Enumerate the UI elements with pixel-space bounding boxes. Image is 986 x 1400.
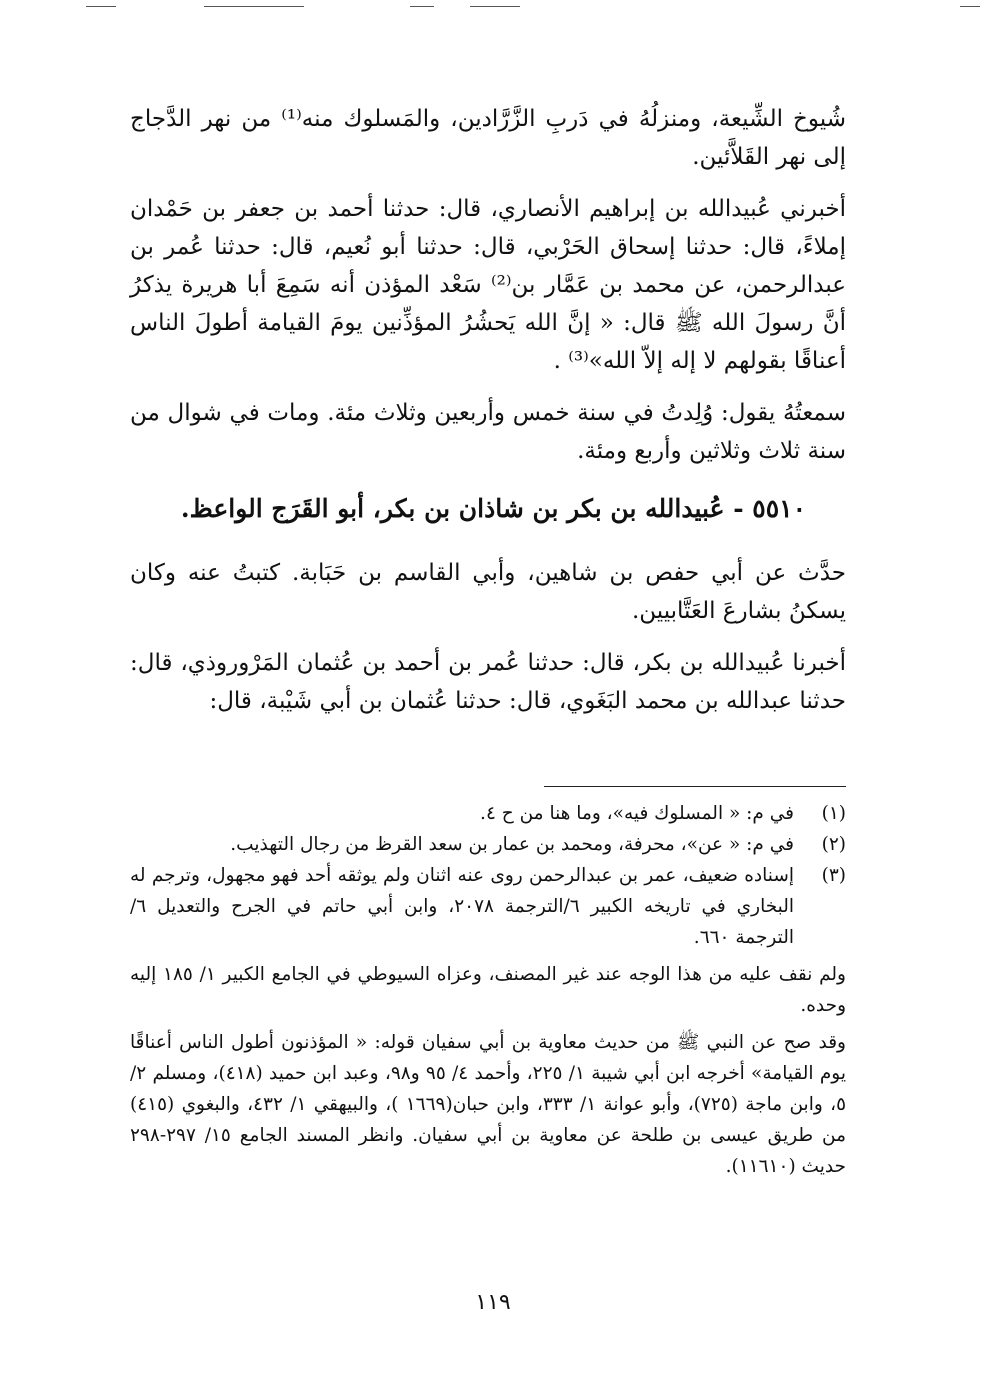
footnotes — [130, 798, 846, 1182]
footnote-3-continuation: وقد صح عن النبي ﷺ من حديث معاوية بن أبي سفيان قوله: « المؤذنون أطول الناس أعناقًا يوم القيامة» أخرجه ابن أبي شيبة ١/ ٢٢٥، وأحمد ٤/ ٩٥ و٩٨، وعبد ابن حميد (٤١٨)، ومسلم ٢/ ٥، وابن ماجة (٧٢٥)، وأبو عوانة ١/ ٣٣٣، وابن حبان(١٦٦٩ )، والبيهقي ١/ ٤٣٢، والبغوي (٤١٥) من طريق عيسى بن طلحة عن معاوية بن أبي سفيان. وانظر المسند الجامع ١٥/ ٢٩٧-٢٩٨ حديث (١١٦١٠). — [130, 1032, 846, 1177]
entry-heading: ٥٥١٠ - عُبيدالله بن بكر بن شاذان بن بكر، أبو القَرَج الواعظ. — [180, 494, 806, 523]
scan-edge-mark — [204, 6, 304, 7]
scan-edge-mark — [86, 6, 116, 7]
footnote-3 — [130, 860, 846, 953]
scan-edge-mark — [410, 6, 434, 7]
footnote-number: (٢) — [821, 834, 846, 855]
scan-edge-mark — [470, 6, 520, 7]
paragraph-4: حدَّث عن أبي حفص بن شاهين، وأبي القاسم بن حَبَابة. كتبتُ عنه وكان يسكنُ بشارعَ العَتَّابيين. — [130, 560, 846, 624]
footnote-1 — [130, 798, 846, 829]
paragraph-5: أخبرنا عُبيدالله بن بكر، قال: حدثنا عُمر بن أحمد بن عُثمان المَرْوروذي، قال: حدثنا عبدالله بن محمد البَغَوي، قال: حدثنا عُثمان بن أبي شَيْبة، قال: — [130, 650, 846, 714]
scan-edge-mark — [960, 6, 980, 7]
paragraph-3: سمعتُهُ يقول: وُلِدتُ في سنة خمس وأربعين وثلاث مئة. ومات في شوال من سنة ثلاث وثلاثين وأربع ومئة. — [130, 400, 846, 464]
footnote-divider — [544, 786, 846, 787]
page-body — [130, 100, 847, 1177]
page-number: ١١٩ — [475, 1290, 511, 1315]
paragraph-2: أخبرني عُبيدالله بن إبراهيم الأنصاري، قال: حدثنا أحمد بن جعفر بن حَمْدان إملاءً، قال: حدثنا إسحاق الحَرْبي، قال: حدثنا أبو نُعيم، قال: حدثنا عُمر بن عبدالرحمن، عن محمد بن عَمَّار بن⁽²⁾ سَعْد المؤذن أنه سَمِعَ أبا هريرة يذكرُ أنَّ رسولَ الله ﷺ قال: « إنَّ الله يَحشُرُ المؤذِّنين يومَ القيامة أطولَ الناس أعناقًا بقولهم لا إله إلاّ الله»⁽³⁾ . — [130, 196, 846, 374]
footnote-2 — [130, 829, 846, 860]
footnote-text: إسناده ضعيف، عمر بن عبدالرحمن روى عنه اثنان ولم يوثقه أحد فهو مجهول، وترجم له البخاري في تاريخه الكبير ٦/الترجمة ٢٠٧٨، وابن أبي حاتم في الجرح والتعديل ٦/ الترجمة ٦٦٠. — [130, 865, 795, 948]
footnote-text: في م: « عن»، محرفة، ومحمد بن عمار بن سعد القرظ من رجال التهذيب. — [230, 834, 794, 855]
paragraph-1: شُيوخ الشِّيعة، ومنزلُهُ في دَربِ الزَّرَّادين، والمَسلوك منه⁽¹⁾ من نهر الدَّجاج إلى نهر القَلاَّئين. — [130, 106, 847, 170]
footnote-number: (٣) — [821, 865, 846, 886]
footnote-text: في م: « المسلوك فيه»، وما هنا من ح ٤. — [480, 803, 794, 824]
footnote-number: (١) — [821, 803, 846, 824]
footnote-3-continuation: ولم نقف عليه من هذا الوجه عند غير المصنف، وعزاه السيوطي في الجامع الكبير ١/ ١٨٥ إليه وحده. — [130, 964, 846, 1016]
